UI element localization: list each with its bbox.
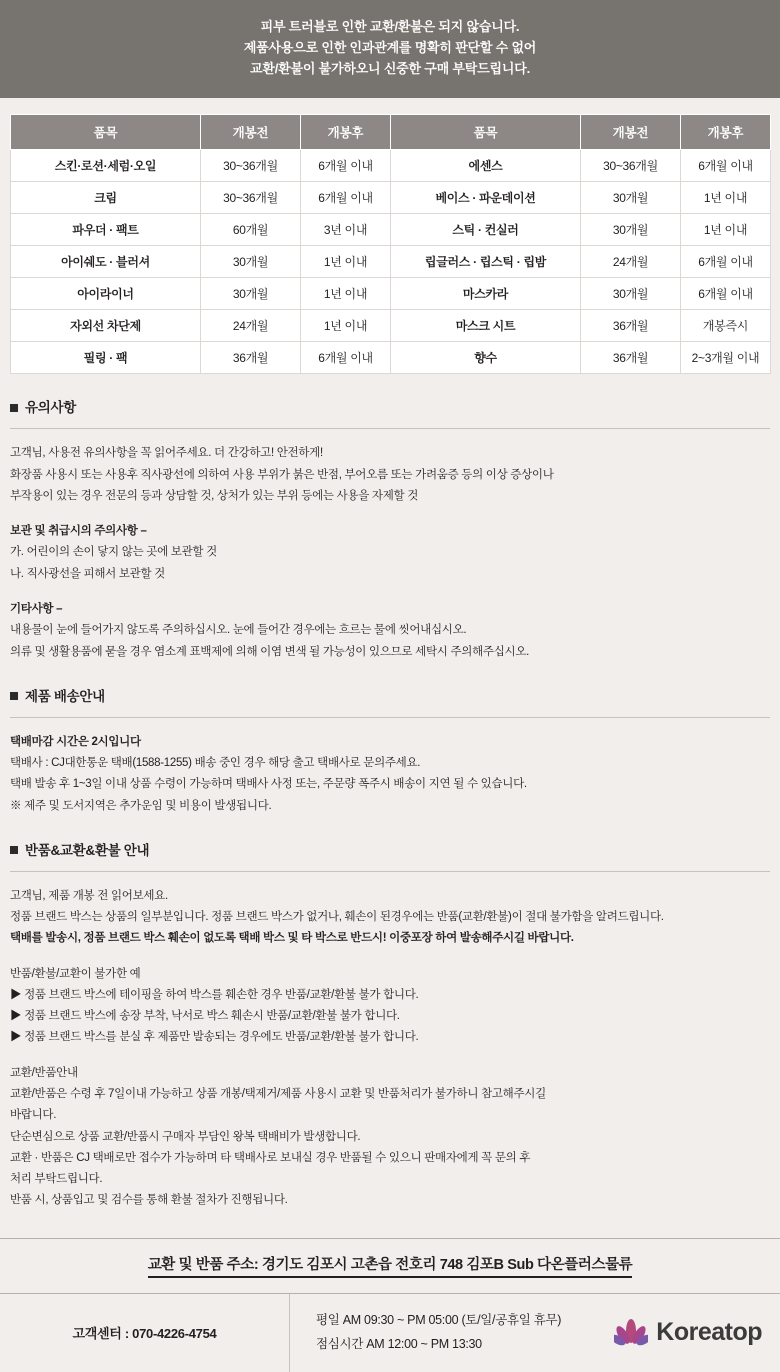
returns-group2-title: 교환/반품안내: [10, 1066, 78, 1079]
etc-subtitle: 기타사항 –: [10, 603, 63, 616]
caution-body: [10, 443, 770, 662]
business-hours-weekday: 평일 AM 09:30 ~ PM 05:00 (토/일/공휴일 휴무): [316, 1312, 562, 1327]
spacer: [10, 1049, 770, 1063]
return-address-text: 교환 및 반품 주소: 경기도 김포시 고촌읍 전호리 748 김포B Sub 다온플러스물류: [148, 1253, 633, 1278]
cell-postopen: 1년 이내: [301, 278, 391, 310]
returns-group1-line-2: ▶ 정품 브랜드 박스에 송장 부착, 낙서로 박스 훼손시 반품/교환/환불 불가 합니다.: [10, 1010, 400, 1023]
shipping-body: [10, 732, 770, 817]
col-header-preopen-left: 개봉전: [201, 115, 301, 150]
brand-logo: [570, 1294, 780, 1372]
cell-preopen: 30~36개월: [201, 182, 301, 214]
cell-postopen: 1년 이내: [681, 182, 771, 214]
returns-group1-title: 반품/환불/교환이 불가한 예: [10, 967, 141, 980]
cell-postopen: 6개월 이내: [301, 150, 391, 182]
cell-item: 아이쉐도 · 블러셔: [11, 246, 201, 278]
col-header-postopen-left: 개봉후: [301, 115, 391, 150]
shipping-title-text: 제품 배송안내: [25, 688, 105, 704]
cell-postopen: 개봉즉시: [681, 310, 771, 342]
customer-center-text: 고객센터 : 070-4226-4754: [72, 1326, 217, 1342]
shelf-life-table: [10, 114, 771, 374]
top-notice-line-1: 피부 트러블로 인한 교환/환불은 되지 않습니다.: [260, 19, 520, 34]
caution-line-2: 화장품 사용시 또는 사용후 직사광선에 의하여 사용 부위가 붉은 반점, 부어오름 또는 가려움증 등의 이상 증상이나: [10, 468, 554, 481]
cell-postopen: 6개월 이내: [681, 278, 771, 310]
cell-item: 베이스 · 파운데이션: [391, 182, 581, 214]
caution-line-3: 부작용이 있는 경우 전문의 등과 상담할 것, 상처가 있는 부위 등에는 사용을 자제할 것: [10, 489, 419, 502]
top-notice-line-3: 교환/환불이 불가하오니 신중한 구매 부탁드립니다.: [250, 61, 530, 77]
col-header-item-right: 품목: [391, 115, 581, 150]
spacer: [10, 872, 770, 886]
cell-item: 스틱 · 컨실러: [391, 214, 581, 246]
returns-section-title: [10, 839, 770, 859]
cell-preopen: 36개월: [581, 310, 681, 342]
etc-line-2: 의류 및 생활용품에 묻을 경우 염소계 표백제에 의해 이염 변색 될 가능성이 있으므로 세탁시 주의해주십시오.: [10, 645, 530, 658]
cell-preopen: 30~36개월: [201, 150, 301, 182]
cell-item: 마스크 시트: [391, 310, 581, 342]
table-row: [11, 342, 771, 374]
business-hours-block: [290, 1294, 570, 1372]
cell-preopen: 30개월: [201, 278, 301, 310]
returns-group2-line-5: 처리 부탁드립니다.: [10, 1173, 103, 1186]
spacer: [10, 585, 770, 599]
cell-item: 립글러스 · 립스틱 · 립밤: [391, 246, 581, 278]
cell-postopen: 6개월 이내: [301, 182, 391, 214]
returns-line-1: 고객님, 제품 개봉 전 읽어보세요.: [10, 889, 168, 902]
cell-preopen: 30개월: [581, 182, 681, 214]
shipping-section-title: [10, 685, 770, 705]
business-hours-lunch: 점심시간 AM 12:00 ~ PM 13:30: [316, 1336, 482, 1351]
shipping-line-2: 택배 발송 후 1~3일 이내 상품 수령이 가능하며 택배사 사정 또는, 주문량 폭주시 배송이 지연 될 수 있습니다.: [10, 778, 527, 791]
spacer: [10, 507, 770, 521]
lotus-flower-icon: [614, 1317, 648, 1349]
col-header-preopen-right: 개봉전: [581, 115, 681, 150]
cell-preopen: 36개월: [201, 342, 301, 374]
returns-group2-line-2: 바랍니다.: [10, 1109, 57, 1122]
storage-subtitle: 보관 및 취급시의 주의사항 –: [10, 525, 147, 538]
returns-section: [0, 839, 780, 1212]
cell-preopen: 24개월: [201, 310, 301, 342]
customer-center-block: [0, 1294, 290, 1372]
cell-preopen: 36개월: [581, 342, 681, 374]
cell-postopen: 3년 이내: [301, 214, 391, 246]
etc-line-1: 내용물이 눈에 들어가지 않도록 주의하십시오. 눈에 들어간 경우에는 흐르는 물에 씻어내십시오.: [10, 624, 467, 637]
returns-group2-line-4: 교환 · 반품은 CJ 택배로만 접수가 가능하며 타 택배사로 보내실 경우 반품될 수 있으니 판매자에게 꼭 문의 후: [10, 1151, 531, 1164]
square-bullet-icon: [10, 846, 18, 854]
shipping-section: [0, 685, 780, 817]
spacer: [10, 950, 770, 964]
returns-line-2: 정품 브랜드 박스는 상품의 일부분입니다. 정품 브랜드 박스가 없거나, 훼손이 된경우에는 반품(교환/환불)이 절대 불가함을 알려드립니다.: [10, 911, 664, 924]
cell-postopen: 1년 이내: [301, 310, 391, 342]
returns-body: [10, 886, 770, 1212]
top-notice-banner: [0, 0, 780, 98]
shipping-line-3: ※ 제주 및 도서지역은 추가운임 및 비용이 발생됩니다.: [10, 799, 272, 812]
cell-item: 에센스: [391, 150, 581, 182]
square-bullet-icon: [10, 404, 18, 412]
col-header-item-left: 품목: [11, 115, 201, 150]
cell-preopen: 30개월: [581, 278, 681, 310]
spacer: [10, 429, 770, 443]
cell-postopen: 1년 이내: [681, 214, 771, 246]
table-row: [11, 246, 771, 278]
cell-item: 파우더 · 팩트: [11, 214, 201, 246]
col-header-postopen-right: 개봉후: [681, 115, 771, 150]
cell-item: 향수: [391, 342, 581, 374]
cell-item: 자외선 차단제: [11, 310, 201, 342]
cell-postopen: 6개월 이내: [681, 150, 771, 182]
caution-section: [0, 396, 780, 662]
cell-postopen: 2~3개월 이내: [681, 342, 771, 374]
table-header-row: [11, 115, 771, 150]
cell-preopen: 30개월: [201, 246, 301, 278]
returns-group2-line-3: 단순변심으로 상품 교환/반품시 구매자 부담인 왕복 택배비가 발생합니다.: [10, 1130, 361, 1143]
cell-item: 마스카라: [391, 278, 581, 310]
returns-group1-line-3: ▶ 정품 브랜드 박스를 분실 후 제품만 발송되는 경우에도 반품/교환/환불 불가 합니다.: [10, 1031, 419, 1044]
square-bullet-icon: [10, 692, 18, 700]
shipping-cutoff-line: 택배마감 시간은 2시입니다: [10, 735, 141, 748]
footer: [0, 1294, 780, 1372]
returns-group2-line-6: 반품 시, 상품입고 및 검수를 통해 환불 절차가 진행됩니다.: [10, 1194, 288, 1207]
shelf-life-table-wrapper: [0, 98, 780, 374]
shipping-line-1: 택배사 : CJ대한통운 택배(1588-1255) 배송 중인 경우 해당 출고 택배사로 문의주세요.: [10, 757, 421, 770]
spacer: [10, 718, 770, 732]
cell-preopen: 30개월: [581, 214, 681, 246]
returns-line-3-bold: 택배를 발송시, 정품 브랜드 박스 훼손이 없도록 택배 박스 및 타 박스로 반드시! 이중포장 하여 발송해주시길 바랍니다.: [10, 932, 574, 945]
table-row: [11, 182, 771, 214]
return-address-band: [0, 1238, 780, 1294]
cell-item: 크림: [11, 182, 201, 214]
cell-preopen: 60개월: [201, 214, 301, 246]
cell-item: 스킨·로션·세럼·오일: [11, 150, 201, 182]
table-row: [11, 278, 771, 310]
cell-postopen: 6개월 이내: [301, 342, 391, 374]
top-notice-line-2: 제품사용으로 인한 인과관계를 명확히 판단할 수 없어: [243, 40, 537, 56]
returns-group1-line-1: ▶ 정품 브랜드 박스에 테이핑을 하여 박스를 훼손한 경우 반품/교환/환불 불가 합니다.: [10, 988, 419, 1001]
caution-section-title: [10, 396, 770, 416]
cell-item: 아이라이너: [11, 278, 201, 310]
table-row: [11, 150, 771, 182]
brand-name-text: Koreatop: [656, 1318, 762, 1347]
cell-preopen: 30~36개월: [581, 150, 681, 182]
table-row: [11, 310, 771, 342]
cell-preopen: 24개월: [581, 246, 681, 278]
caution-title-text: 유의사항: [25, 400, 76, 416]
table-row: [11, 214, 771, 246]
cell-item: 필링 · 팩: [11, 342, 201, 374]
storage-line-1: 가. 어린이의 손이 닿지 않는 곳에 보관할 것: [10, 546, 217, 559]
returns-title-text: 반품&교환&환불 안내: [25, 842, 150, 858]
caution-line-1: 고객님, 사용전 유의사항을 꼭 읽어주세요. 더 간강하고! 안전하게!: [10, 447, 323, 460]
cell-postopen: 6개월 이내: [681, 246, 771, 278]
storage-line-2: 나. 직사광선을 피해서 보관할 것: [10, 567, 165, 580]
returns-group2-line-1: 교환/반품은 수령 후 7일이내 가능하고 상품 개봉/택제거/제품 사용시 교환 및 반품처리가 불가하니 참고해주시길: [10, 1088, 546, 1100]
cell-postopen: 1년 이내: [301, 246, 391, 278]
